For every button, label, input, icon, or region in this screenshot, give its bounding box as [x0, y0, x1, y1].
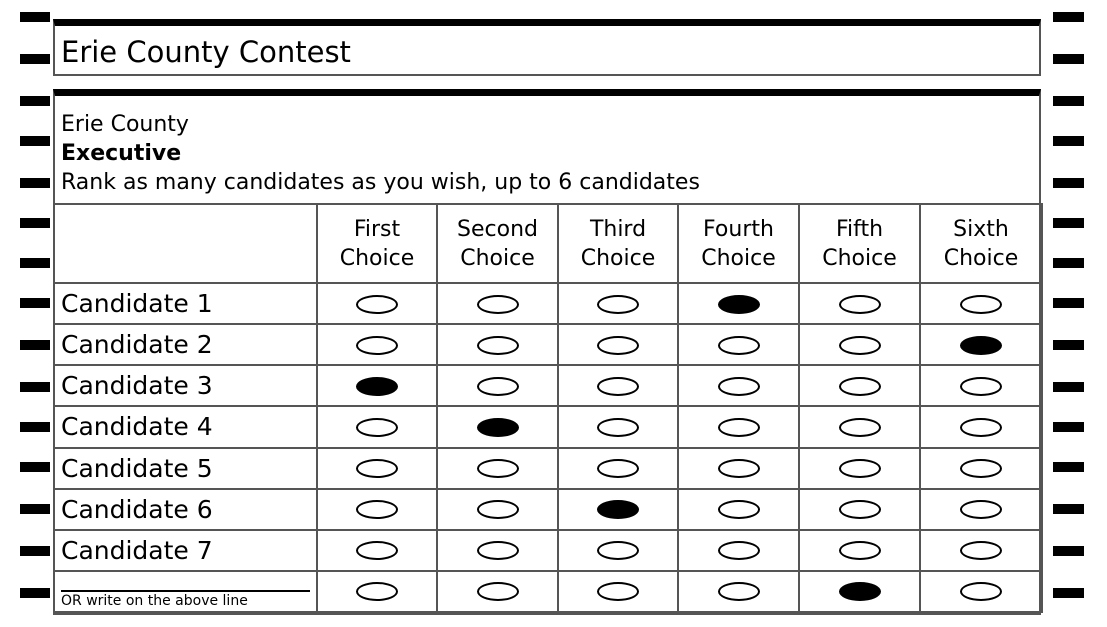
empty-oval[interactable]	[597, 582, 639, 601]
timing-mark	[20, 340, 50, 350]
candidate-name: Candidate 7	[54, 530, 317, 571]
timing-mark	[20, 136, 50, 146]
empty-oval[interactable]	[960, 541, 1002, 560]
timing-mark	[1053, 298, 1084, 308]
empty-oval[interactable]	[839, 418, 881, 437]
choice-header-line2: Choice	[701, 245, 776, 271]
choice-header-row	[54, 204, 1042, 283]
empty-oval[interactable]	[597, 377, 639, 396]
empty-oval[interactable]	[597, 541, 639, 560]
candidate-3-choice-3-cell	[558, 365, 678, 406]
empty-oval[interactable]	[477, 336, 519, 355]
choice-header-line1: Third	[589, 216, 647, 242]
candidate-name: Candidate 4	[54, 406, 317, 447]
candidate-2-choice-5-cell	[799, 324, 920, 365]
empty-oval[interactable]	[718, 377, 760, 396]
empty-oval[interactable]	[718, 541, 760, 560]
timing-mark	[1053, 96, 1084, 106]
candidate-6-choice-4-cell	[678, 489, 799, 530]
empty-oval[interactable]	[960, 295, 1002, 314]
timing-mark	[20, 382, 50, 392]
candidate-3-choice-1-cell	[317, 365, 437, 406]
office-name: Executive	[61, 141, 182, 166]
choice-header-line1: Fifth	[835, 216, 884, 242]
choice-header-line2: Choice	[339, 245, 415, 271]
empty-oval[interactable]	[839, 295, 881, 314]
ranking-grid	[53, 203, 1043, 613]
timing-mark	[20, 178, 50, 188]
timing-mark	[1053, 258, 1084, 268]
write-in-choice-4-cell	[678, 571, 799, 612]
timing-mark	[1053, 462, 1084, 472]
timing-mark	[20, 218, 50, 228]
filled-oval[interactable]	[356, 377, 398, 396]
write-in-choice-1-cell	[317, 571, 437, 612]
timing-mark	[1053, 422, 1084, 432]
empty-oval[interactable]	[960, 582, 1002, 601]
candidate-6-choice-6-cell	[920, 489, 1042, 530]
candidate-4-choice-2-cell	[437, 406, 558, 447]
empty-oval[interactable]	[356, 295, 398, 314]
empty-oval[interactable]	[597, 459, 639, 478]
candidate-7-choice-2-cell	[437, 530, 558, 571]
candidate-2-choice-3-cell	[558, 324, 678, 365]
choice-header-line2: Choice	[460, 245, 535, 271]
candidate-6-choice-3-cell	[558, 489, 678, 530]
choice-header-6	[920, 204, 1042, 283]
header-corner	[54, 204, 317, 283]
timing-mark	[20, 96, 50, 106]
candidate-3-choice-4-cell	[678, 365, 799, 406]
empty-oval[interactable]	[356, 459, 398, 478]
empty-oval[interactable]	[960, 459, 1002, 478]
timing-mark	[20, 12, 50, 22]
candidate-row	[54, 489, 1042, 530]
empty-oval[interactable]	[477, 295, 519, 314]
candidate-5-choice-5-cell	[799, 448, 920, 489]
candidate-1-choice-2-cell	[437, 283, 558, 324]
candidate-7-choice-1-cell	[317, 530, 437, 571]
candidate-5-choice-6-cell	[920, 448, 1042, 489]
empty-oval[interactable]	[718, 418, 760, 437]
timing-mark	[1053, 178, 1084, 188]
write-in-choice-6-cell	[920, 571, 1042, 612]
candidate-1-choice-1-cell	[317, 283, 437, 324]
candidate-7-choice-4-cell	[678, 530, 799, 571]
empty-oval[interactable]	[960, 418, 1002, 437]
candidate-5-choice-3-cell	[558, 448, 678, 489]
candidate-1-choice-5-cell	[799, 283, 920, 324]
choice-header-line2: Choice	[580, 245, 656, 271]
choice-header-line2: Choice	[943, 245, 1019, 271]
candidate-6-choice-2-cell	[437, 489, 558, 530]
empty-oval[interactable]	[477, 582, 519, 601]
empty-oval[interactable]	[960, 500, 1002, 519]
empty-oval[interactable]	[718, 582, 760, 601]
candidate-row	[54, 365, 1042, 406]
candidate-row	[54, 283, 1042, 324]
contest-title: Erie County Contest	[61, 35, 351, 69]
empty-oval[interactable]	[718, 459, 760, 478]
choice-header-5	[799, 204, 920, 283]
choice-header-3	[558, 204, 678, 283]
timing-mark	[20, 258, 50, 268]
candidate-3-choice-5-cell	[799, 365, 920, 406]
empty-oval[interactable]	[718, 500, 760, 519]
choice-header-line1: First	[353, 216, 401, 242]
office-section	[53, 89, 1041, 615]
candidate-4-choice-1-cell	[317, 406, 437, 447]
write-in-cell[interactable]	[54, 571, 317, 612]
candidate-2-choice-4-cell	[678, 324, 799, 365]
candidate-name: Candidate 5	[54, 448, 317, 489]
office-jurisdiction: Erie County	[61, 112, 189, 137]
timing-mark	[1053, 12, 1084, 22]
candidate-name: Candidate 2	[54, 324, 317, 365]
empty-oval[interactable]	[356, 336, 398, 355]
empty-oval[interactable]	[597, 418, 639, 437]
filled-oval[interactable]	[718, 295, 760, 314]
candidate-row	[54, 530, 1042, 571]
empty-oval[interactable]	[718, 336, 760, 355]
write-in-choice-2-cell	[437, 571, 558, 612]
empty-oval[interactable]	[597, 336, 639, 355]
candidate-2-choice-2-cell	[437, 324, 558, 365]
candidate-3-choice-2-cell	[437, 365, 558, 406]
candidate-row	[54, 324, 1042, 365]
write-in-choice-5-cell	[799, 571, 920, 612]
timing-mark	[1053, 382, 1084, 392]
timing-mark	[20, 462, 50, 472]
candidate-name: Candidate 1	[54, 283, 317, 324]
choice-header-line1: Second	[457, 216, 538, 242]
candidate-3-choice-6-cell	[920, 365, 1042, 406]
choice-header-1	[317, 204, 437, 283]
timing-mark	[1053, 340, 1084, 350]
timing-mark	[20, 588, 50, 598]
filled-oval[interactable]	[960, 336, 1002, 355]
empty-oval[interactable]	[477, 541, 519, 560]
candidate-1-choice-3-cell	[558, 283, 678, 324]
candidate-2-choice-6-cell	[920, 324, 1042, 365]
timing-mark	[1053, 54, 1084, 64]
empty-oval[interactable]	[839, 459, 881, 478]
candidate-rows	[54, 283, 1042, 612]
candidate-5-choice-1-cell	[317, 448, 437, 489]
empty-oval[interactable]	[839, 336, 881, 355]
write-in-choice-3-cell	[558, 571, 678, 612]
timing-mark	[1053, 588, 1084, 598]
contest-header	[53, 19, 1041, 76]
candidate-7-choice-5-cell	[799, 530, 920, 571]
candidate-name: Candidate 3	[54, 365, 317, 406]
choice-header-2	[437, 204, 558, 283]
empty-oval[interactable]	[839, 500, 881, 519]
empty-oval[interactable]	[960, 377, 1002, 396]
timing-mark	[1053, 546, 1084, 556]
candidate-1-choice-4-cell	[678, 283, 799, 324]
choice-header-line1: Sixth	[953, 216, 1009, 242]
write-in-row	[54, 571, 1042, 612]
candidate-4-choice-6-cell	[920, 406, 1042, 447]
choice-header-4	[678, 204, 799, 283]
empty-oval[interactable]	[477, 500, 519, 519]
candidate-4-choice-3-cell	[558, 406, 678, 447]
candidate-name: Candidate 6	[54, 489, 317, 530]
candidate-5-choice-4-cell	[678, 448, 799, 489]
filled-oval[interactable]	[839, 582, 881, 601]
candidate-4-choice-5-cell	[799, 406, 920, 447]
timing-mark	[20, 546, 50, 556]
empty-oval[interactable]	[839, 377, 881, 396]
candidate-6-choice-1-cell	[317, 489, 437, 530]
empty-oval[interactable]	[356, 418, 398, 437]
candidate-7-choice-6-cell	[920, 530, 1042, 571]
choice-header-line2: Choice	[822, 245, 897, 271]
candidate-row	[54, 406, 1042, 447]
candidate-6-choice-5-cell	[799, 489, 920, 530]
timing-mark	[20, 298, 50, 308]
candidate-1-choice-6-cell	[920, 283, 1042, 324]
candidate-5-choice-2-cell	[437, 448, 558, 489]
filled-oval[interactable]	[597, 500, 639, 519]
empty-oval[interactable]	[597, 295, 639, 314]
choice-header-line1: Fourth	[703, 216, 774, 242]
timing-mark	[20, 54, 50, 64]
empty-oval[interactable]	[477, 377, 519, 396]
timing-mark	[1053, 504, 1084, 514]
office-instructions: Rank as many candidates as you wish, up to 6 candidates	[61, 170, 700, 195]
empty-oval[interactable]	[356, 500, 398, 519]
filled-oval[interactable]	[477, 418, 519, 437]
empty-oval[interactable]	[356, 582, 398, 601]
candidate-7-choice-3-cell	[558, 530, 678, 571]
timing-mark	[20, 422, 50, 432]
candidate-2-choice-1-cell	[317, 324, 437, 365]
write-in-caption: OR write on the above line	[61, 593, 248, 609]
timing-mark	[1053, 136, 1084, 146]
timing-mark	[1053, 218, 1084, 228]
empty-oval[interactable]	[356, 541, 398, 560]
empty-oval[interactable]	[477, 459, 519, 478]
candidate-4-choice-4-cell	[678, 406, 799, 447]
timing-mark	[20, 504, 50, 514]
write-in-line[interactable]	[61, 590, 310, 592]
candidate-row	[54, 448, 1042, 489]
empty-oval[interactable]	[839, 541, 881, 560]
